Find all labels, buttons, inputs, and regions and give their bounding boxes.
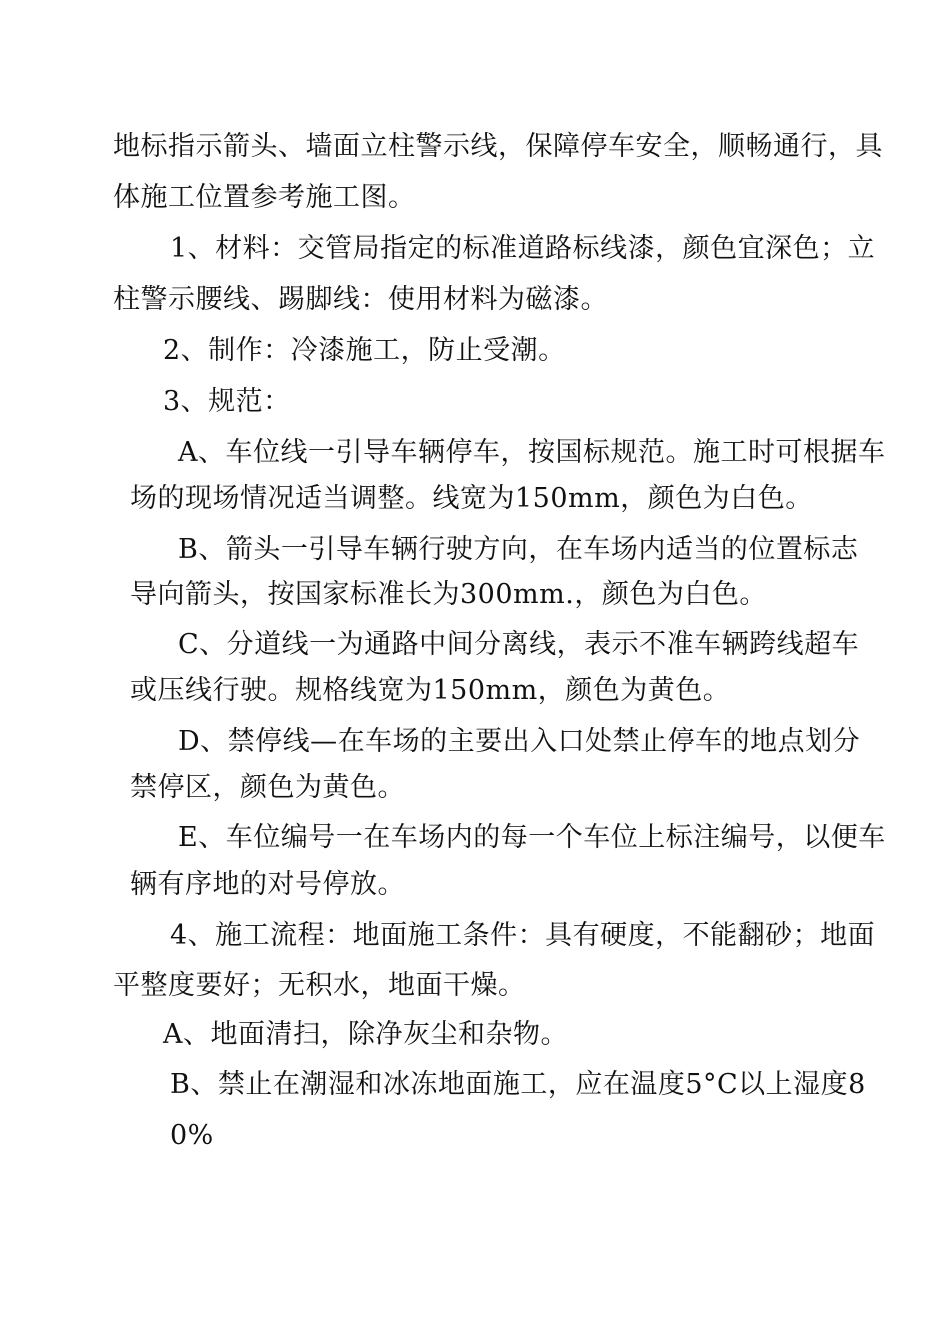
text-line-11: C、分道线一为通路中间分离线，表示不准车辆跨线超车 (178, 629, 860, 660)
text-line-20: B、禁止在潮湿和冰冻地面施工，应在温度5°C以上湿度8 (170, 1069, 866, 1100)
text-line-1: 地标指示箭头、墙面立柱警示线，保障停车安全，顺畅通行，具 (113, 131, 883, 162)
text-line-19: A、地面清扫，除净灰尘和杂物。 (163, 1019, 568, 1050)
text-line-8: 场的现场情况适当调整。线宽为150mm，颜色为白色。 (130, 483, 813, 514)
text-line-10: 导向箭头，按国家标准长为300mm.，颜色为白色。 (130, 579, 767, 610)
text-line-15: E、车位编号一在车场内的每一个车位上标注编号，以便车 (178, 822, 886, 853)
text-line-17: 4、施工流程：地面施工条件：具有硬度，不能翻砂；地面 (170, 920, 876, 951)
text-line-5: 2、制作：冷漆施工，防止受潮。 (163, 335, 566, 366)
text-line-7: A、车位线一引导车辆停车，按国标规范。施工时可根据车 (178, 437, 886, 468)
text-line-9: B、箭头一引导车辆行驶方向，在车场内适当的位置标志 (178, 534, 859, 565)
text-line-2: 体施工位置参考施工图。 (113, 182, 416, 213)
text-line-12: 或压线行驶。规格线宽为150mm，颜色为黄色。 (130, 675, 731, 706)
text-line-18: 平整度要好；无积水，地面干燥。 (113, 970, 526, 1001)
text-line-4: 柱警示腰线、踢脚线：使用材料为磁漆。 (113, 284, 608, 315)
text-line-14: 禁停区，颜色为黄色。 (130, 772, 405, 803)
text-line-6: 3、规范： (163, 386, 291, 417)
text-line-3: 1、材料：交管局指定的标准道路标线漆，颜色宜深色；立 (170, 233, 876, 264)
text-line-13: D、禁停线—在车场的主要出入口处禁止停车的地点划分 (178, 726, 861, 757)
text-line-16: 辆有序地的对号停放。 (130, 869, 405, 900)
text-line-21: 0% (170, 1120, 214, 1151)
